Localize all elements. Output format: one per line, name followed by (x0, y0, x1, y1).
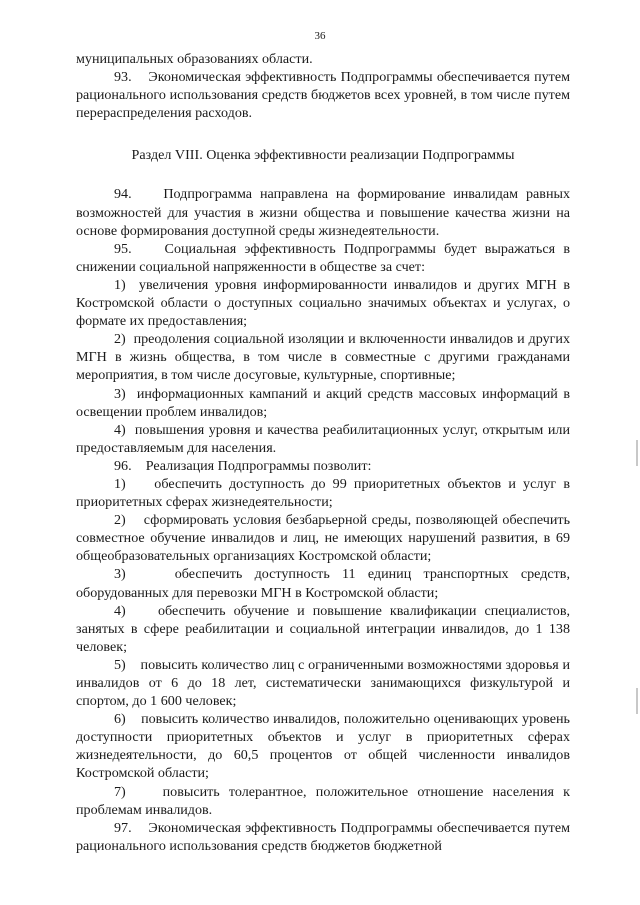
paragraph-97: 97. Экономическая эффективность Подпрограммы обеспечивается путем рационального использования средств бюджетов бюджетной (76, 819, 570, 854)
paragraph: муниципальных образованиях области. (76, 51, 313, 67)
list-item: 7) повысить толерантное, положительное отношение населения к проблемам инвалидов. (76, 783, 570, 818)
paragraph-94: 94. Подпрограмма направлена на формирование инвалидам равных возможностей для участия в жизни общества и повышение качества жизни на основе формирования доступной среды жизнедеятельности. (76, 186, 570, 239)
list-item: 2) преодоления социальной изоляции и включенности инвалидов и других МГН в жизнь общества, в том числе в совместные с другими гражданами мероприятия, в том числе досуговые, культурные, спортивные; (76, 331, 570, 384)
scan-edge-mark (636, 440, 638, 466)
list-item: 1) увеличения уровня информированности инвалидов и других МГН в Костромской области о доступных социально значимых объектах и услугах, о формате их предоставления; (76, 276, 570, 330)
list-item: 3) обеспечить доступность 11 единиц транспортных средств, оборудованных для перевозки МГН в Костромской области; (76, 566, 570, 601)
document-body (76, 50, 570, 855)
list-item: 2) сформировать условия безбарьерной среды, позволяющей обеспечить совместное обучение инвалидов и лиц, не имеющих нарушений развития, в 69 общеобразовательных организациях Костромской области; (76, 512, 570, 565)
list-item: 5) повысить количество лиц с ограниченными возможностями здоровья и инвалидов от 6 до 18 лет, систематически занимающихся физкультурой и спортом, до 1 600 человек; (76, 656, 570, 710)
list-item: 1) обеспечить доступность до 99 приоритетных объектов и услуг в приоритетных сферах жизнедеятельности; (76, 475, 570, 511)
list-item: 4) повышения уровня и качества реабилитационных услуг, открытым или предоставляемым для населения. (76, 421, 570, 456)
scan-edge-mark (636, 688, 638, 714)
list-item: 3) информационных кампаний и акций средств массовых информаций в освещении проблем инвалидов; (76, 385, 570, 420)
list-item: 6) повысить количество инвалидов, положительно оценивающих уровень доступности приоритетных объектов и услуг в приоритетных сферах жизнедеятельности, до 60,5 процентов от общей численности инвалидов Костромской области; (76, 711, 570, 782)
paragraph-96: 96. Реализация Подпрограммы позволит: (114, 457, 372, 474)
section-heading: Раздел VIII. Оценка эффективности реализации Подпрограммы (131, 147, 515, 164)
page-number: 36 (314, 30, 326, 42)
paragraph-95: 95. Социальная эффективность Подпрограммы будет выражаться в снижении социальной напряженности в обществе за счет: (76, 240, 570, 275)
paragraph-93: 93. Экономическая эффективность Подпрограммы обеспечивается путем рационального использования средств бюджетов всех уровней, в том числе путем перераспределения расходов. (76, 69, 570, 122)
list-item: 4) обеспечить обучение и повышение квалификации специалистов, занятых в сфере реабилитации и социальной интеграции инвалидов, до 1 138 человек; (76, 602, 570, 655)
